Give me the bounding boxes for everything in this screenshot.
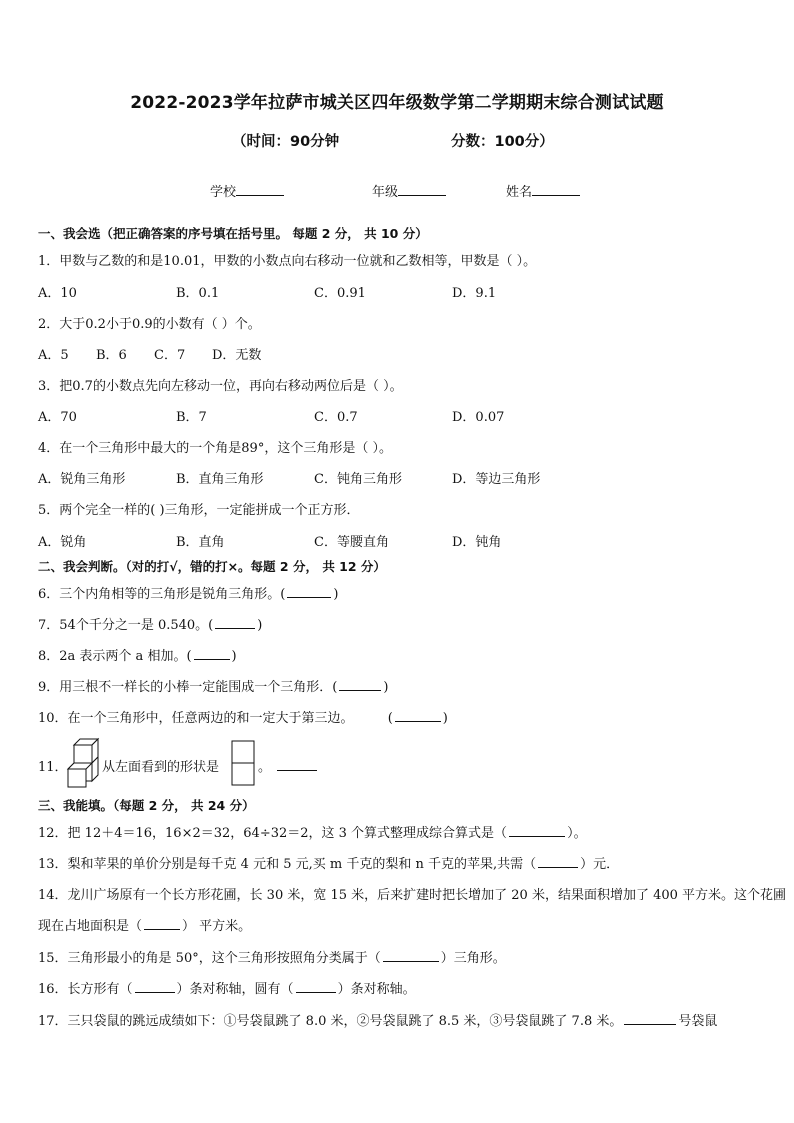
grade-label: 年级: [372, 185, 399, 200]
question-8: [38, 645, 237, 664]
answer-blank[interactable]: [144, 917, 180, 930]
question-13-end: ）元．: [580, 857, 620, 872]
question-17: [38, 1010, 717, 1029]
answer-blank[interactable]: [215, 616, 255, 629]
option-b[interactable]: B．7: [176, 410, 207, 425]
option-c[interactable]: C．0.91: [314, 286, 366, 301]
question-16-text-a: 16．长方形有（: [38, 982, 133, 997]
question-15-end: ）三角形。: [440, 951, 506, 966]
option-d[interactable]: D．等边三角形: [452, 472, 541, 487]
period: 。: [258, 760, 272, 775]
option-a[interactable]: A．70: [38, 410, 77, 425]
grade-blank[interactable]: [398, 183, 446, 196]
question-17-text: 17．三只袋鼠的跳远成绩如下：①号袋鼠跳了 8.0 米，②号袋鼠跳了 8.5 米，③号袋鼠跳了 7.8 米。: [38, 1014, 623, 1029]
exam-title: 2022-2023学年拉萨市城关区四年级数学第二学期期末综合测试试题: [130, 93, 664, 113]
option-b[interactable]: B．直角: [176, 535, 225, 550]
school-blank[interactable]: [236, 183, 284, 196]
name-label: 姓名: [506, 185, 533, 200]
question-7-text: 7．54个千分之一是 0.540。(: [38, 618, 214, 633]
question-17-end: 号袋鼠: [678, 1014, 718, 1029]
option-a[interactable]: A．锐角: [38, 535, 87, 550]
question-14-line-2: [38, 915, 251, 934]
grade-field: [372, 181, 446, 200]
question-12: [38, 822, 587, 841]
question-9: [38, 676, 388, 695]
answer-blank[interactable]: [277, 758, 317, 771]
section-3-heading: 三、我能填。（每题 2 分， 共 24 分）: [38, 798, 255, 813]
question-6-text: 6．三个内角相等的三角形是锐角三角形。(: [38, 587, 286, 602]
section-2-heading: 二、我会判断。（对的打√，错的打×。每题 2 分， 共 12 分）: [38, 559, 386, 574]
school-field: [210, 181, 284, 200]
question-12-end: ）。: [567, 826, 587, 841]
question-12-text: 12．把 12＋4＝16，16×2＝32，64÷32＝2，这 3 个算式整理成综合算式是（: [38, 826, 508, 841]
option-c[interactable]: C．7: [154, 348, 186, 363]
close-paren: ): [383, 680, 389, 695]
question-11-end: [258, 756, 319, 775]
option-a[interactable]: A．5: [38, 348, 69, 363]
option-c[interactable]: C．钝角三角形: [314, 472, 402, 487]
open-paren: (: [387, 711, 393, 726]
question-10-text: 10．在一个三角形中，任意两边的和一定大于第三边。: [38, 711, 354, 726]
option-d[interactable]: D．9.1: [452, 286, 497, 301]
option-d[interactable]: D．无数: [212, 348, 262, 363]
two-square-shape-icon: [231, 740, 255, 786]
question-16-text-b: ）条对称轴，圆有（: [176, 982, 294, 997]
question-4: 4．在一个三角形中最大的一个角是89°，这个三角形是（ ）。: [38, 441, 392, 456]
option-b[interactable]: B．6: [96, 348, 127, 363]
question-5: 5．两个完全一样的( )三角形，一定能拼成一个正方形．: [38, 503, 360, 518]
close-paren: ): [257, 618, 263, 633]
option-b[interactable]: B．直角三角形: [176, 472, 264, 487]
option-d[interactable]: D．钝角: [452, 535, 502, 550]
cube-stack-figure: [66, 737, 102, 793]
question-2: 2．大于0.2小于0.9的小数有（ ）个。: [38, 317, 261, 332]
score-label: 分数：100分）: [451, 134, 554, 150]
question-10: [38, 707, 448, 726]
answer-blank[interactable]: [339, 678, 381, 691]
answer-blank[interactable]: [135, 980, 175, 993]
question-11-number: 11．: [38, 760, 68, 775]
question-6: [38, 583, 338, 602]
option-a[interactable]: A．锐角三角形: [38, 472, 126, 487]
answer-blank[interactable]: [509, 824, 565, 837]
question-15-text: 15．三角形最小的角是 50°，这个三角形按照角分类属于（: [38, 951, 381, 966]
question-13: [38, 853, 619, 872]
name-field: [506, 181, 580, 200]
question-9-text: 9．用三根不一样长的小棒一定能围成一个三角形．(: [38, 680, 338, 695]
close-paren: ): [442, 711, 448, 726]
cube-stack-icon: [66, 737, 102, 789]
question-14-text: 现在占地面积是（: [38, 919, 143, 934]
close-paren: ): [231, 649, 237, 664]
answer-blank[interactable]: [538, 855, 578, 868]
question-14-line-1: 14．龙川广场原有一个长方形花圃，长 30 米，宽 15 米，后来扩建时把长增加了 20 米，结果面积增加了 400 平方米。这个花圃: [38, 888, 787, 903]
question-14-end: ） 平方米。: [182, 919, 252, 934]
answer-blank[interactable]: [287, 585, 331, 598]
question-13-text: 13．梨和苹果的单价分别是每千克 4 元和 5 元,买 m 千克的梨和 n 千克的苹果,共需（: [38, 857, 537, 872]
answer-blank[interactable]: [296, 980, 336, 993]
time-label: （时间：90分钟: [232, 134, 340, 150]
close-paren: ): [333, 587, 339, 602]
answer-blank[interactable]: [383, 949, 439, 962]
name-blank[interactable]: [532, 183, 580, 196]
question-1: 1．甲数与乙数的和是10.01，甲数的小数点向右移动一位就和乙数相等，甲数是（ ）。: [38, 254, 537, 269]
answer-blank[interactable]: [194, 647, 230, 660]
side-view-figure: [231, 740, 255, 790]
question-16: [38, 978, 416, 997]
section-1-heading: 一、我会选（把正确答案的序号填在括号里。 每题 2 分， 共 10 分）: [38, 226, 428, 241]
option-d[interactable]: D．0.07: [452, 410, 505, 425]
option-c[interactable]: C．等腰直角: [314, 535, 389, 550]
question-8-text: 8．2a 表示两个 a 相加。(: [38, 649, 192, 664]
school-label: 学校: [210, 185, 237, 200]
answer-blank[interactable]: [395, 709, 441, 722]
question-11-text: 从左面看到的形状是: [102, 760, 220, 775]
answer-blank[interactable]: [624, 1012, 676, 1025]
question-16-text-c: ）条对称轴。: [337, 982, 416, 997]
question-7: [38, 614, 262, 633]
question-3: 3．把0.7的小数点先向左移动一位，再向右移动两位后是（ ）。: [38, 379, 403, 394]
option-b[interactable]: B．0.1: [176, 286, 220, 301]
question-15: [38, 947, 506, 966]
option-a[interactable]: A．10: [38, 286, 77, 301]
option-c[interactable]: C．0.7: [314, 410, 358, 425]
